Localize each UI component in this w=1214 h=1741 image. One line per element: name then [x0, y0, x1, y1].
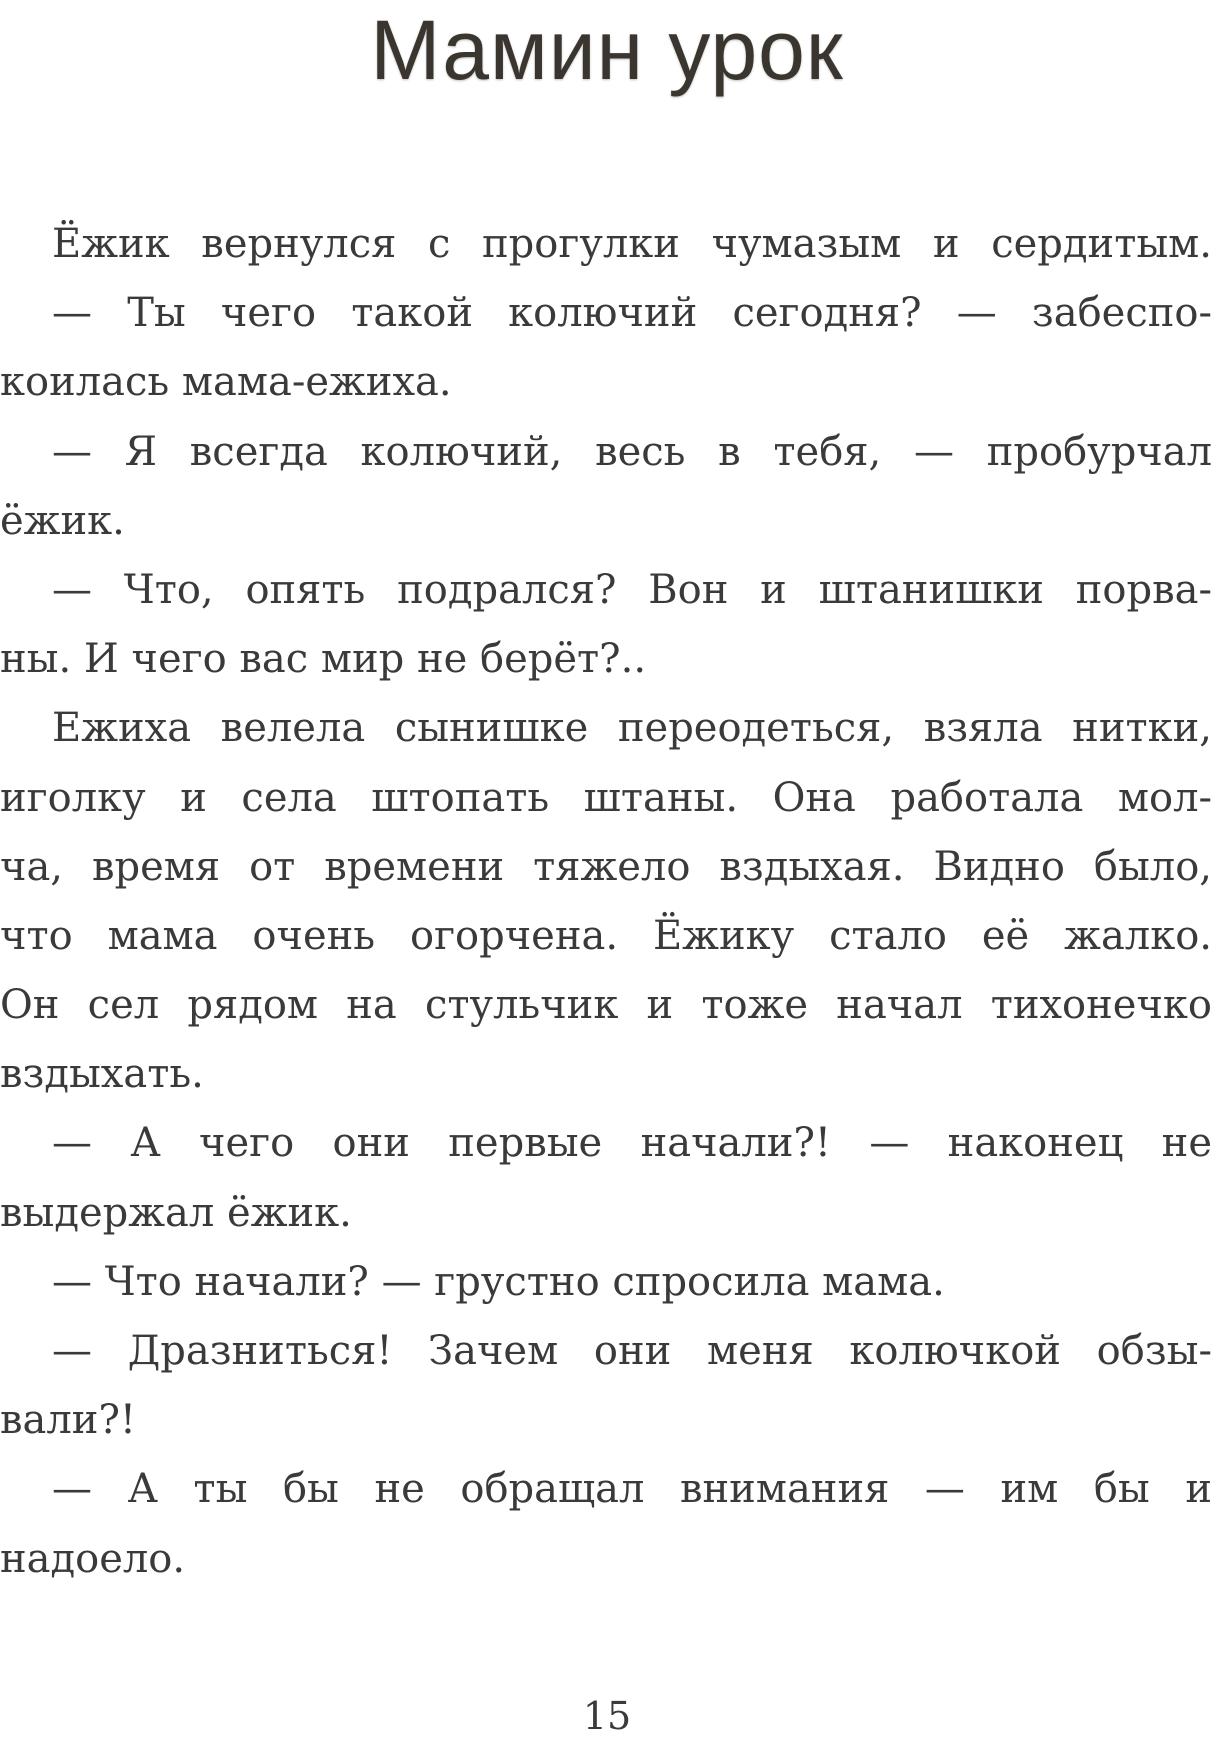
- text-line: — Дразниться! Зачем они меня колючкой обзы-: [52, 1328, 1212, 1374]
- page-title: Мамин урок: [370, 3, 844, 97]
- text-line: ёжик.: [0, 497, 125, 544]
- text-line: — А чего они первые начали?! — наконец не: [52, 1120, 1212, 1167]
- text-line: ны. И чего вас мир не берёт?..: [0, 636, 647, 683]
- text-line: вздыхать.: [0, 1051, 204, 1098]
- text-line: — Ты чего такой колючий сегодня? — забеспо-: [52, 290, 1212, 337]
- text-line: выдержал ёжик.: [0, 1189, 352, 1236]
- text-line: надоело.: [0, 1535, 186, 1582]
- text-line: что мама очень огорчена. Ёжику стало её жалко.: [0, 912, 1212, 959]
- page-number: 15: [582, 1694, 632, 1738]
- text-line: — Что начали? — грустно спросила мама.: [52, 1258, 945, 1305]
- text-line: вали?!: [0, 1397, 136, 1444]
- text-line: иголку и села штопать штаны. Она работала мол-: [0, 774, 1212, 821]
- text-line: Ёжик вернулся с прогулки чумазым и сердитым.: [52, 221, 1212, 267]
- text-line: — Что, опять подрался? Вон и штанишки порва-: [52, 566, 1212, 613]
- text-line: Он сел рядом на стульчик и тоже начал тихонечко: [0, 982, 1212, 1029]
- text-line: ча, время от времени тяжело вздыхая. Видно было,: [0, 843, 1212, 890]
- text-line: Ежиха велела сынишке переодеться, взяла нитки,: [52, 705, 1212, 752]
- text-line: — Я всегда колючий, весь в тебя, — пробурчал: [52, 428, 1212, 475]
- text-line: — А ты бы не обращал внимания — им бы и: [52, 1466, 1212, 1513]
- story-text: [0, 210, 1212, 1594]
- text-line: коилась мама-ежиха.: [0, 359, 452, 406]
